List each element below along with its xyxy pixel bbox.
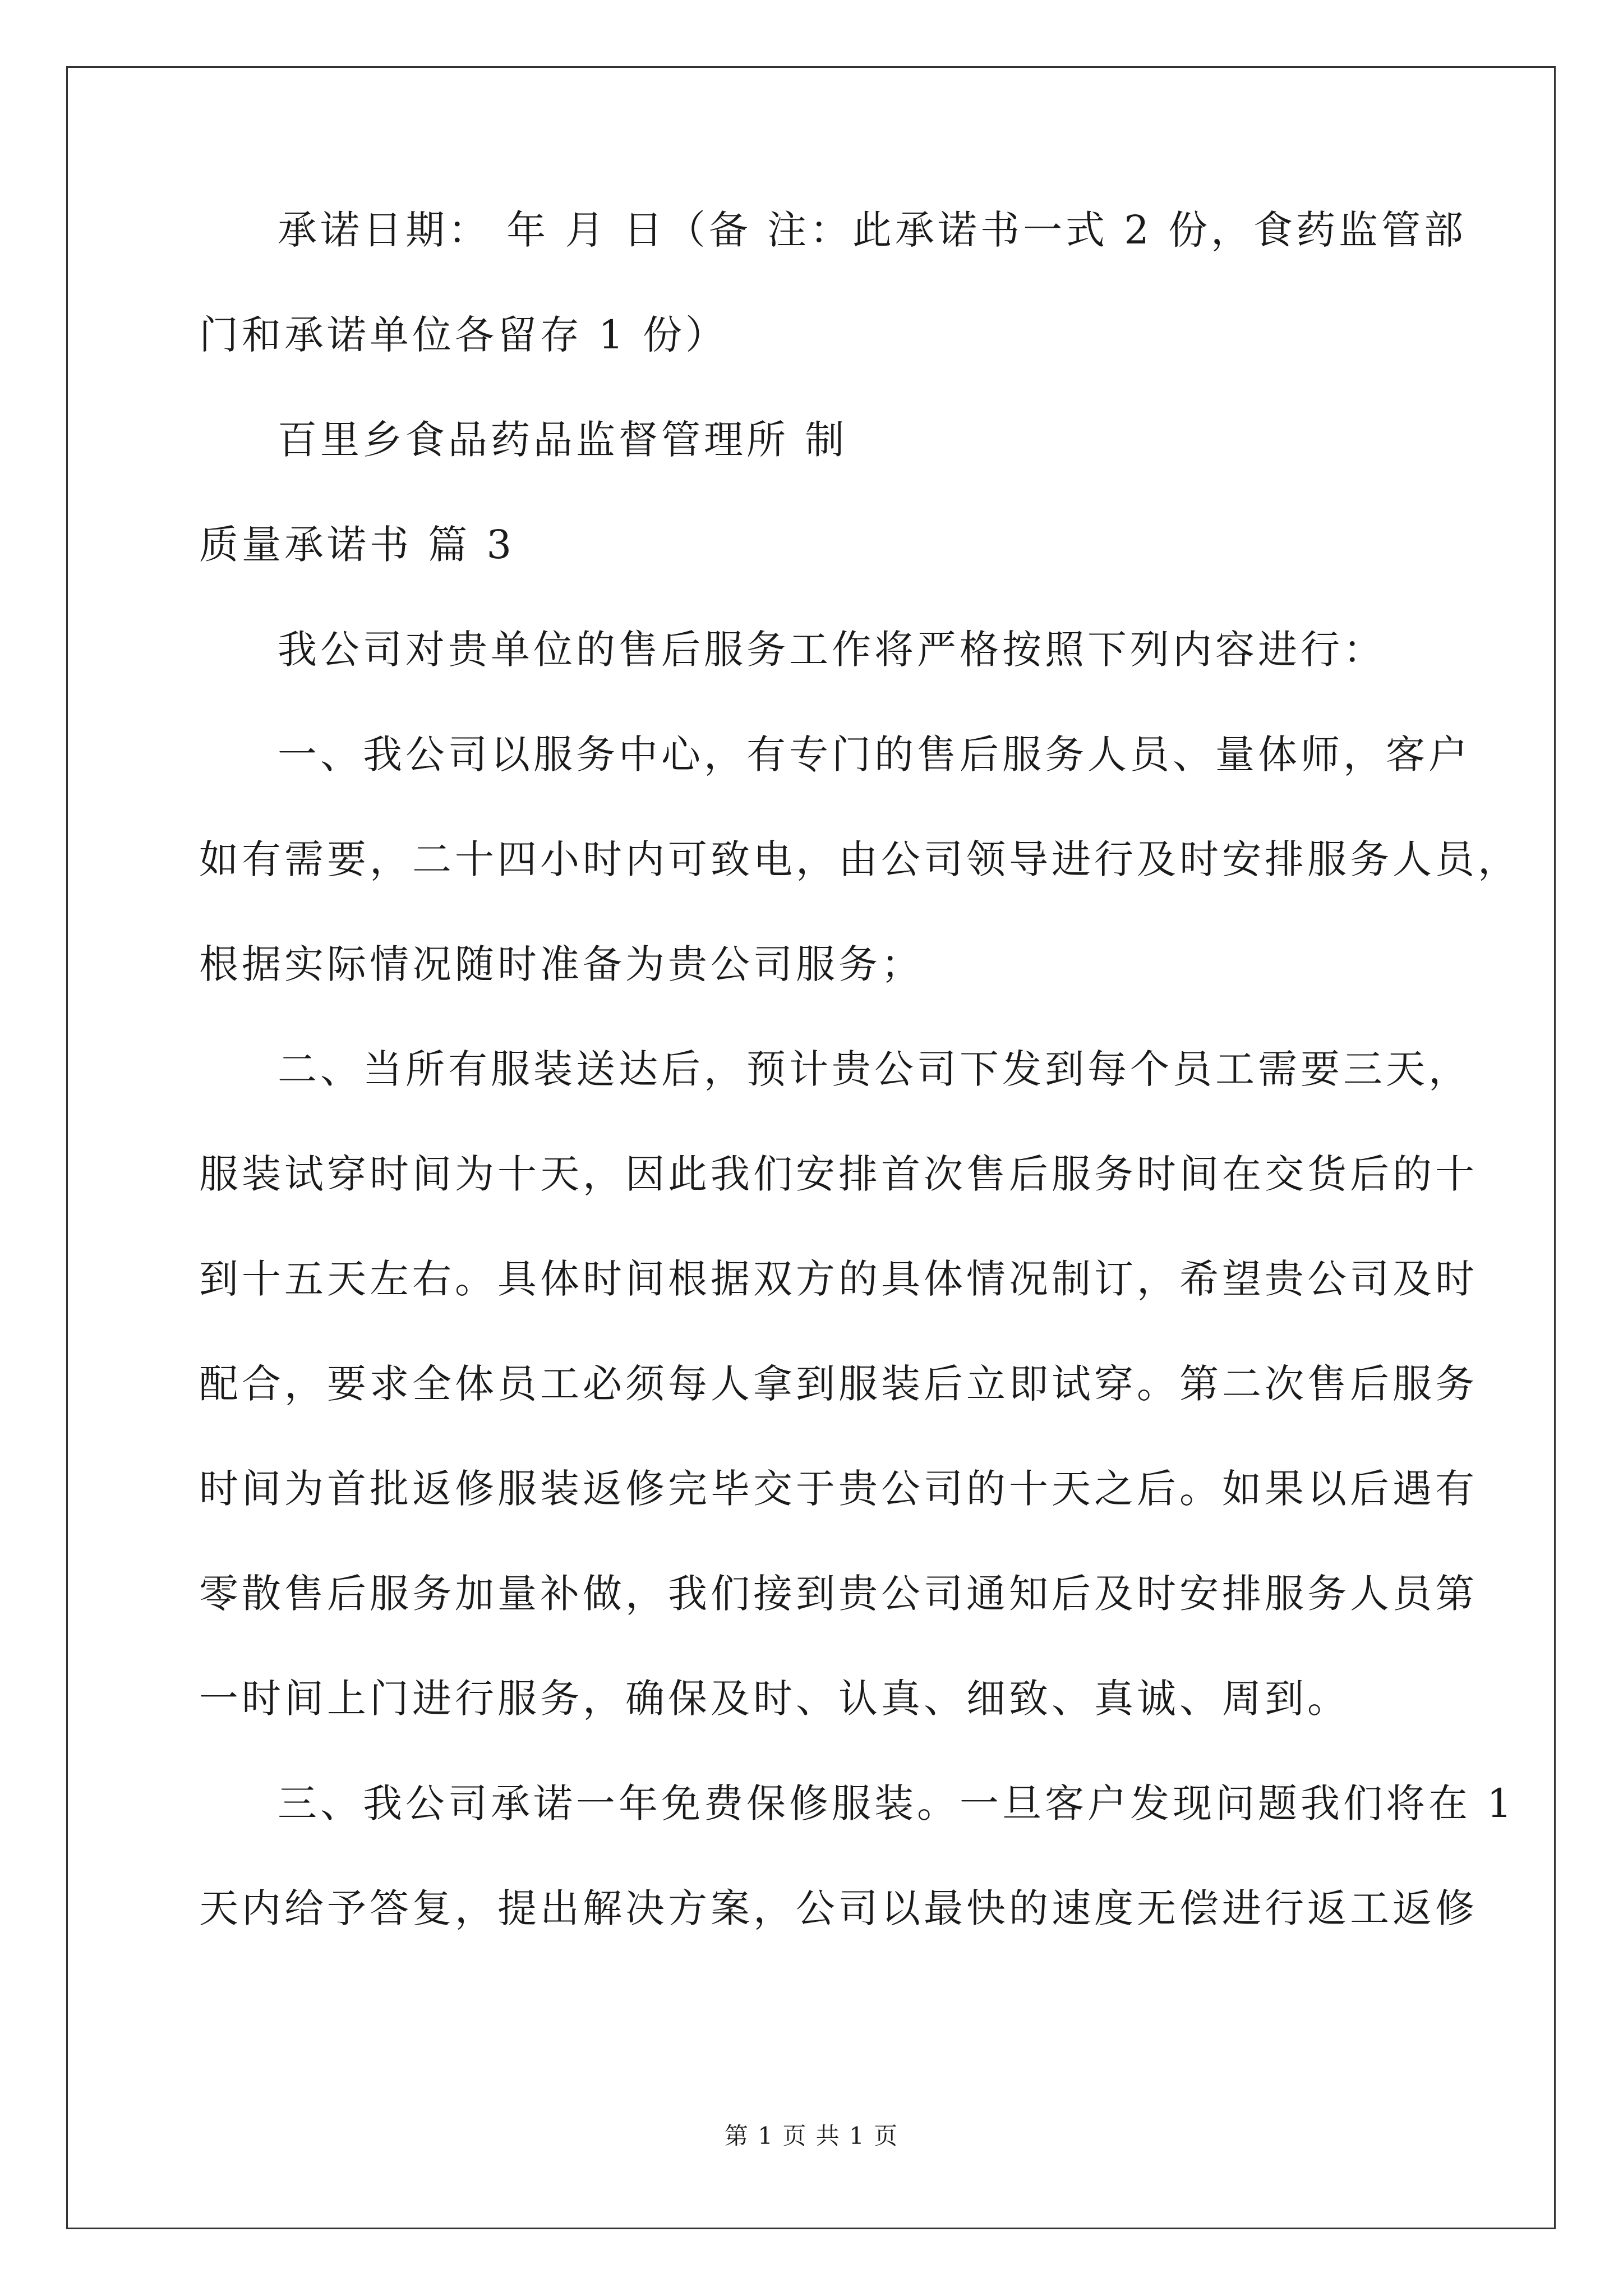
text-line-10: 服装试穿时间为十天，因此我们安排首次售后服务时间在交货后的十 bbox=[199, 1151, 1478, 1197]
text-line-15: 一时间上门进行服务，确保及时、认真、细致、真诚、周到。 bbox=[199, 1676, 1350, 1722]
text-line-16: 三、我公司承诺一年免费保修服装。一旦客户发现问题我们将在 1 bbox=[278, 1780, 1515, 1826]
text-line-1: 承诺日期： 年 月 日（备 注：此承诺书一式 2 份，食药监管部 bbox=[278, 207, 1467, 253]
text-line-14: 零散售后服务加量补做，我们接到贵公司通知后及时安排服务人员第 bbox=[199, 1571, 1478, 1617]
page-footer: 第 1 页 共 1 页 bbox=[724, 2122, 899, 2150]
text-line-6: 一、我公司以服务中心，有专门的售后服务人员、量体师，客户 bbox=[278, 731, 1471, 777]
text-line-8: 根据实际情况随时准备为贵公司服务； bbox=[199, 941, 924, 987]
text-line-9: 二、当所有服装送达后，预计贵公司下发到每个员工需要三天， bbox=[278, 1046, 1471, 1092]
text-line-2: 门和承诺单位各留存 1 份） bbox=[199, 312, 728, 358]
text-line-12: 配合，要求全体员工必须每人拿到服装后立即试穿。第二次售后服务 bbox=[199, 1361, 1478, 1407]
text-line-7: 如有需要，二十四小时内可致电，由公司领导进行及时安排服务人员， bbox=[199, 836, 1520, 882]
text-line-11: 到十五天左右。具体时间根据双方的具体情况制订，希望贵公司及时 bbox=[199, 1256, 1478, 1302]
text-line-17: 天内给予答复，提出解决方案，公司以最快的速度无偿进行返工返修 bbox=[199, 1885, 1478, 1931]
text-line-13: 时间为首批返修服装返修完毕交于贵公司的十天之后。如果以后遇有 bbox=[199, 1466, 1478, 1512]
text-line-3: 百里乡食品药品监督管理所 制 bbox=[278, 417, 848, 463]
section-heading: 质量承诺书 篇 3 bbox=[199, 522, 515, 568]
text-line-5: 我公司对贵单位的售后服务工作将严格按照下列内容进行： bbox=[278, 627, 1386, 673]
